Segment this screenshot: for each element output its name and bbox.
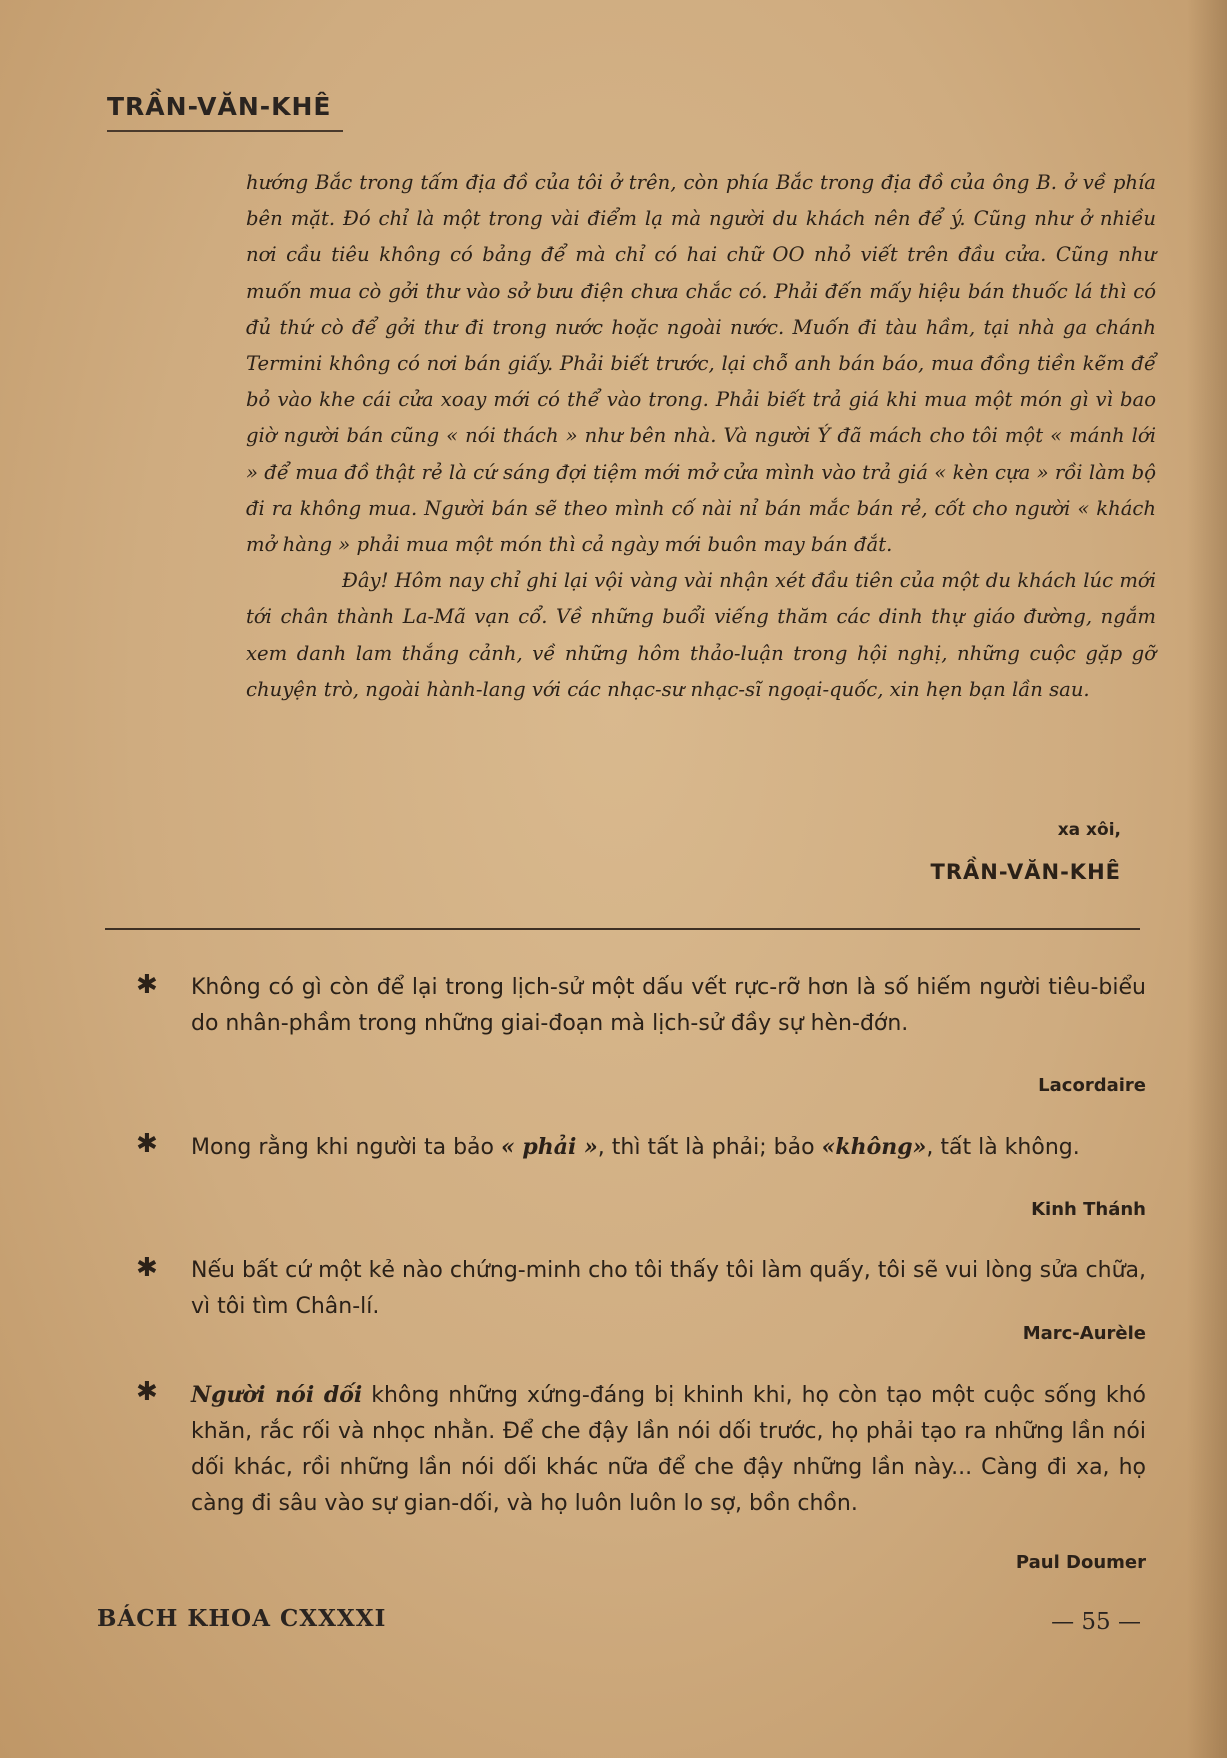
quote-text-part: không những xứng-đáng bị khinh khi, họ còn tạo một cuộc sống khó khăn, rắc rối và nhọc nhằn. Để che đậy lần nói dối trước, họ phải tạo ra những lần nói dối khác, rồi những lần nói dối khác nữa để che đậy những lần này... Càng đi xa, họ càng đi sâu vào sự gian-dối, và họ luôn luôn lo sợ, bồn chồn. xyxy=(191,1383,1147,1516)
quote-author: Kinh Thánh xyxy=(1031,1199,1146,1220)
quote-text xyxy=(191,1377,1146,1522)
quote-emphasis: Người nói dối xyxy=(191,1382,363,1408)
section-divider xyxy=(105,928,1140,930)
quote-text-part: , thì tất là phải; bảo xyxy=(597,1135,822,1160)
header-underline xyxy=(107,130,343,132)
publication-name: BÁCH KHOA CXXXXI xyxy=(97,1605,387,1632)
quote-author: Marc-Aurèle xyxy=(1022,1323,1146,1344)
article-body xyxy=(246,165,1156,708)
quote-text-part: , tất là không. xyxy=(926,1135,1080,1160)
quote-text: Không có gì còn để lại trong lịch-sử một dấu vết rực-rỡ hơn là số hiếm người tiêu-biểu do nhân-phầm trong những giai-đoạn mà lịch-sử đầy sự hèn-đớn. xyxy=(191,975,1146,1036)
star-bullet-icon: ✱ xyxy=(136,1253,158,1283)
author-signature: TRẦN-VĂN-KHÊ xyxy=(930,860,1121,884)
quote-author: Paul Doumer xyxy=(1015,1552,1146,1573)
page-edge-shade xyxy=(1187,0,1227,1758)
article-paragraph: hướng Bắc trong tấm địa đồ của tôi ở trên, còn phía Bắc trong địa đồ của ông B. ở về phía bên mặt. Đó chỉ là một trong vài điểm lạ mà người du khách nên để ý. Cũng như ở nhiều nơi cầu tiêu không có bảng để mà chỉ có hai chữ OO nhỏ viết trên đầu cửa. Cũng như muốn mua cò gởi thư vào sở bưu điện chưa chắc có. Phải đến mấy hiệu bán thuốc lá thì có đủ thứ cò để gởi thư đi trong nước hoặc ngoài nước. Muốn đi tàu hầm, tại nhà ga chánh Termini không có nơi bán giấy. Phải biết trước, lại chỗ anh bán báo, mua đồng tiền kẽm để bỏ vào khe cái cửa xoay mới có thể vào trong. Phải biết trả giá khi mua một món gì vì bao giờ người bán cũng « nói thách » như bên nhà. Và người Ý đã mách cho tôi một « mánh lới » để mua đồ thật rẻ là cứ sáng đợi tiệm mới mở cửa mình vào trả giá « kèn cựa » rồi làm bộ đi ra không mua. Người bán sẽ theo mình cố nài nỉ bán mắc bán rẻ, cốt cho người « khách mở hàng » phải mua một món thì cả ngày mới buôn may bán đắt. xyxy=(246,171,1156,557)
quote-emphasis: « phải » xyxy=(500,1134,598,1160)
article-paragraph: Đây! Hôm nay chỉ ghi lại vội vàng vài nhận xét đầu tiên của một du khách lúc mới tới chân thành La-Mã vạn cổ. Về những buổi viếng thăm các dinh thự giáo đường, ngắm xem danh lam thắng cảnh, về những hôm thảo-luận trong hội nghị, những cuộc gặp gỡ chuyện trò, ngoài hành-lang với các nhạc-sư nhạc-sĩ ngoại-quốc, xin hẹn bạn lần sau. xyxy=(246,569,1156,701)
page-number: — 55 — xyxy=(1051,1609,1141,1635)
star-bullet-icon: ✱ xyxy=(136,1129,158,1159)
quote-text: Nếu bất cứ một kẻ nào chứng-minh cho tôi thấy tôi làm quấy, tôi sẽ vui lòng sửa chữa, vì tôi tìm Chân-lí. xyxy=(191,1258,1146,1319)
quote-author: Lacordaire xyxy=(1038,1075,1146,1096)
closing-line: xa xôi, xyxy=(1057,820,1121,840)
quote-text-part: Mong rằng khi người ta bảo xyxy=(191,1135,501,1160)
quote-text xyxy=(191,1129,1146,1166)
quote-emphasis: «không» xyxy=(821,1134,927,1160)
star-bullet-icon: ✱ xyxy=(136,1377,158,1407)
running-title: TRẦN-VĂN-KHÊ xyxy=(107,92,332,121)
star-bullet-icon: ✱ xyxy=(136,970,158,1000)
